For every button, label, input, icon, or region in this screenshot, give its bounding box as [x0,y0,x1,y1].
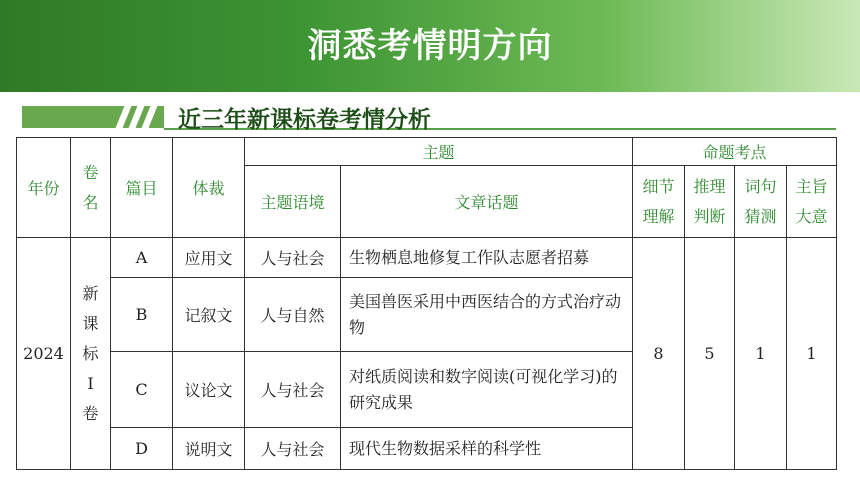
topic-cell: 生物栖息地修复工作队志愿者招募 [341,238,633,278]
genre-cell: 说明文 [173,428,245,470]
exam-analysis-table [16,137,837,470]
genre-cell: 记叙文 [173,278,245,352]
inference-count: 5 [685,238,735,470]
detail-count: 8 [633,238,685,470]
genre-cell: 应用文 [173,238,245,278]
context-cell: 人与社会 [245,352,341,428]
header-topic: 文章话题 [341,166,633,238]
table-row [17,238,837,278]
article-cell: B [111,278,173,352]
article-cell: C [111,352,173,428]
header-theme: 主题 [245,138,633,166]
header-main-idea: 主旨大意 [787,166,837,238]
article-cell: D [111,428,173,470]
section-title: 近三年新课标卷考情分析 [178,107,431,133]
context-cell: 人与社会 [245,428,341,470]
header-detail: 细节理解 [633,166,685,238]
header-paper: 卷名 [71,138,111,238]
main-idea-count: 1 [787,238,837,470]
topic-cell: 美国兽医采用中西医结合的方式治疗动物 [341,278,633,352]
header-word-guess: 词句猜测 [735,166,787,238]
context-cell: 人与社会 [245,238,341,278]
paper-cell: 新课标Ⅰ卷 [71,238,111,470]
header-genre: 体裁 [173,138,245,238]
year-cell: 2024 [17,238,71,470]
topic-cell: 现代生物数据采样的科学性 [341,428,633,470]
header-year: 年份 [17,138,71,238]
word-guess-count: 1 [735,238,787,470]
banner-title: 洞悉考情明方向 [307,26,553,66]
topic-cell: 对纸质阅读和数字阅读(可视化学习)的研究成果 [341,352,633,428]
header-theme-context: 主题语境 [245,166,341,238]
genre-cell: 议论文 [173,352,245,428]
header-test-points: 命题考点 [633,138,837,166]
context-cell: 人与自然 [245,278,341,352]
article-cell: A [111,238,173,278]
header-article: 篇目 [111,138,173,238]
title-banner [0,0,860,92]
header-inference: 推理判断 [685,166,735,238]
